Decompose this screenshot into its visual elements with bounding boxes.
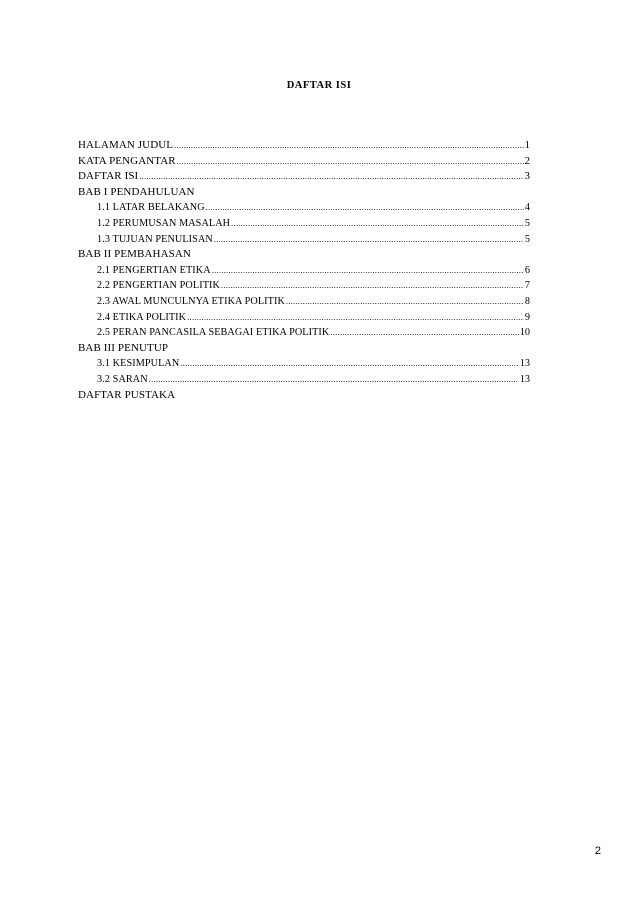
toc-entry [78,294,530,310]
toc-entry [78,341,530,357]
toc-dot-leader [174,138,523,154]
toc-entry-label: 2.4 ETIKA POLITIK [97,311,187,323]
toc-entry [78,356,530,372]
toc-dot-leader [187,310,524,326]
toc-entry [78,278,530,294]
toc-entry-page: 13 [519,373,530,385]
toc-entry-label: HALAMAN JUDUL [78,139,174,151]
toc-entry-page: 2 [524,154,530,167]
toc-entry-page: 1 [524,139,530,151]
toc-dot-leader [221,278,524,294]
table-of-contents [78,138,530,403]
toc-entry-label: BAB III PENUTUP [78,341,169,354]
toc-entry-page: 7 [524,280,530,292]
toc-dot-leader [330,325,518,341]
toc-entry-label: BAB II PEMBAHASAN [78,248,191,261]
toc-dot-leader [214,232,524,248]
toc-entry [78,200,530,216]
toc-entry-page: 8 [524,295,530,307]
toc-dot-leader [206,200,524,216]
page-title: DAFTAR ISI [286,80,352,91]
toc-entry [78,185,530,201]
toc-entry [78,232,530,248]
toc-entry-label: 2.5 PERAN PANCASILA SEBAGAI ETIKA POLITIK [97,327,330,339]
toc-entry [78,247,530,263]
toc-entry-page: 3 [524,170,530,183]
toc-entry-page: 4 [524,202,530,214]
toc-entry-page: 13 [519,358,530,370]
toc-dot-leader [180,356,518,372]
toc-entry-label: 1.3 TUJUAN PENULISAN [97,233,213,245]
toc-entry [78,388,530,404]
toc-entry-label: 2.3 AWAL MUNCULNYA ETIKA POLITIK [97,295,285,307]
toc-entry [78,216,530,232]
toc-entry [78,325,530,341]
toc-entry-label: KATA PENGANTAR [78,154,176,167]
toc-dot-leader [177,154,524,170]
toc-dot-leader [231,216,524,232]
toc-dot-leader [286,294,524,310]
toc-entry-page: 5 [524,233,530,245]
toc-entry [78,310,530,326]
toc-entry-label: 2.1 PENGERTIAN ETIKA [97,264,211,276]
toc-entry [78,138,530,154]
toc-entry-page: 10 [519,327,530,339]
toc-entry-page: 9 [524,311,530,323]
toc-dot-leader [139,169,523,185]
toc-dot-leader [212,263,524,279]
toc-dot-leader [149,372,519,388]
page-number: 2 [594,845,601,857]
toc-entry-label: 1.1 LATAR BELAKANG [97,202,205,214]
toc-entry [78,154,530,170]
toc-entry [78,169,530,185]
toc-entry-label: 3.2 SARAN [97,373,148,385]
toc-entry-label: BAB I PENDAHULUAN [78,185,195,198]
toc-entry [78,372,530,388]
toc-entry-page: 5 [524,217,530,229]
toc-entry-page: 6 [524,264,530,276]
toc-entry [78,263,530,279]
toc-entry-label: 1.2 PERUMUSAN MASALAH [97,217,231,229]
toc-entry-label: 2.2 PENGERTIAN POLITIK [97,280,220,292]
toc-entry-label: DAFTAR ISI [78,170,139,183]
toc-entry-label: DAFTAR PUSTAKA [78,388,176,401]
toc-entry-label: 3.1 KESIMPULAN [97,358,180,370]
